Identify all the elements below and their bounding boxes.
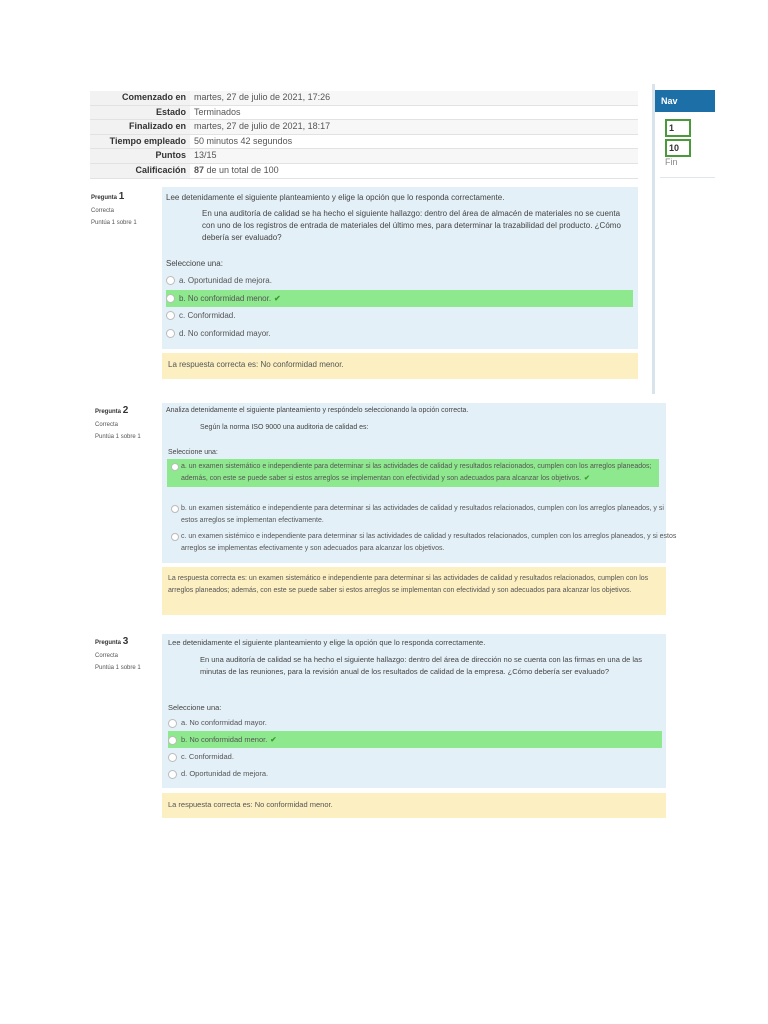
check-icon: ✔ [584, 475, 590, 482]
summary-label: Puntos [90, 149, 190, 164]
summary-row [90, 91, 638, 105]
quiz-navigation-title: Nav [655, 90, 715, 112]
radio-button[interactable] [166, 311, 175, 320]
question-2-text: Según la norma ISO 9000 una auditoria de calidad es: [200, 424, 369, 431]
question-1-feedback: La respuesta correcta es: No conformidad menor. [162, 353, 638, 379]
question-2-feedback: La respuesta correcta es: un examen sistemático e independiente para determinar si las actividades de calidad y resultados relacionados, cumplen con los arreglos planeados; además, con este se puede saber si estos arreglos se implementan con efectividad y son adecuados para alcanzar los objetivos. [162, 567, 666, 615]
summary-row [90, 134, 638, 149]
radio-button[interactable] [166, 276, 175, 285]
question-1-option-a[interactable]: a. Oportunidad de mejora. [166, 272, 633, 289]
question-3-number: 3 [122, 636, 129, 647]
radio-button[interactable] [168, 753, 177, 762]
finish-review-link[interactable]: Fin [665, 157, 678, 167]
question-2-info [95, 405, 141, 446]
question-3-option-d[interactable]: d. Oportunidad de mejora. [168, 765, 662, 782]
grade-total: de un total de 100 [206, 164, 279, 175]
question-3-instruction: Lee detenidamente el siguiente planteamiento y elige la opción que lo responda correctamente. [168, 638, 486, 647]
summary-value: 13/15 [190, 149, 638, 164]
radio-button[interactable] [166, 329, 175, 338]
radio-button[interactable] [168, 719, 177, 728]
question-2-number: 2 [122, 405, 129, 416]
radio-button[interactable] [171, 505, 179, 513]
check-icon: ✔ [274, 294, 281, 303]
question-2-score: Puntúa 1 sobre 1 [95, 434, 141, 440]
attempt-summary-table [90, 91, 638, 179]
summary-value: martes, 27 de julio de 2021, 18:17 [190, 120, 638, 135]
summary-label: Estado [90, 105, 190, 120]
question-1-option-c[interactable]: c. Conformidad. [166, 307, 633, 324]
question-2-option-b[interactable]: b. un examen sistemático e independiente para determinar si las actividades de calidad y resultados relacionados, cumplen con los arreglos planeados, y si estos arreglos se implementan efectivamente. [167, 501, 681, 529]
question-1-instruction: Lee detenidamente el siguiente planteamiento y elige la opción que lo responda correctamente. [166, 193, 505, 202]
check-icon: ✔ [270, 735, 277, 744]
summary-value [190, 163, 638, 178]
summary-row [90, 163, 638, 178]
nav-question-1-button[interactable]: 1 [665, 119, 691, 137]
nav-divider [660, 177, 715, 178]
question-3-score: Puntúa 1 sobre 1 [95, 665, 141, 671]
summary-label: Tiempo empleado [90, 134, 190, 149]
question-3-select-label: Seleccione una: [168, 703, 222, 712]
question-3-option-c[interactable]: c. Conformidad. [168, 748, 662, 765]
question-1-title: Pregunta 1 [91, 191, 125, 202]
summary-row [90, 149, 638, 164]
question-3-feedback: La respuesta correcta es: No conformidad menor. [162, 793, 666, 818]
radio-button[interactable] [168, 770, 177, 779]
question-1-option-b[interactable]: b. No conformidad menor. ✔ [166, 290, 633, 307]
summary-label: Comenzado en [90, 91, 190, 105]
question-1-select-label: Seleccione una: [166, 259, 223, 268]
summary-label: Calificación [90, 163, 190, 178]
question-2-title: Pregunta 2 [95, 405, 129, 416]
summary-value: martes, 27 de julio de 2021, 17:26 [190, 91, 638, 105]
summary-value: Terminados [190, 105, 638, 120]
question-1-status: Correcta [91, 208, 115, 214]
radio-button[interactable] [171, 533, 179, 541]
summary-label: Finalizado en [90, 120, 190, 135]
question-2-option-c[interactable]: c. un examen sistémico e independiente para determinar si las actividades de calidad y resultados relacionados, cumplen con los arreglos planeados, y si estos arreglos se implementas efectivamente y son adecuados para alcanzar los objetivos. [167, 529, 681, 557]
radio-button[interactable] [168, 736, 177, 745]
summary-row [90, 105, 638, 120]
question-3-option-a[interactable]: a. No conformidad mayor. [168, 714, 662, 731]
question-3-title: Pregunta 3 [95, 636, 129, 647]
question-2-instruction: Analiza detenidamente el siguiente planteamiento y respóndelo seleccionando la opción correcta. [166, 407, 469, 414]
radio-button[interactable] [171, 463, 179, 471]
question-1-number: 1 [118, 191, 125, 202]
grade-value: 87 [194, 164, 205, 175]
summary-value: 50 minutos 42 segundos [190, 134, 638, 149]
question-2-option-a[interactable]: a. un examen sistemático e independiente para determinar si las actividades de calidad y resultados relacionados, cumplen con los arreglos planeados; además, con este se puede saber si estos arreglos se implementan con efectividad y son adecuados para alcanzar los objetivos. ✔ [167, 459, 659, 487]
question-2-status: Correcta [95, 422, 119, 428]
summary-row [90, 120, 638, 135]
nav-question-10-button[interactable]: 10 [665, 139, 691, 157]
question-2-select-label: Seleccione una: [168, 449, 218, 456]
question-3-info [95, 636, 141, 677]
question-1-text: En una auditoría de calidad se ha hecho el siguiente hallazgo: dentro del área de almacén de materiales no se cuenta con uno de los registros de entrada de materiales del último mes, para determinar la trazabilidad del producto. ¿Cómo debería ser evaluado? [202, 209, 621, 242]
quiz-navigation-block [652, 84, 715, 394]
radio-button[interactable] [166, 294, 175, 303]
question-3-status: Correcta [95, 653, 119, 659]
question-1-score: Puntúa 1 sobre 1 [91, 220, 137, 226]
question-1-info [91, 191, 137, 232]
question-1-option-d[interactable]: d. No conformidad mayor. [166, 325, 633, 342]
question-3-text: En una auditoría de calidad se ha hecho el siguiente hallazgo: dentro del área de dirección no se cuenta con las firmas en una de las minutas de las reuniones, para la revisión anual de los resultados de calidad de la empresa. ¿Cómo debería ser evaluado? [200, 655, 642, 676]
question-3-option-b[interactable]: b. No conformidad menor. ✔ [168, 731, 662, 748]
